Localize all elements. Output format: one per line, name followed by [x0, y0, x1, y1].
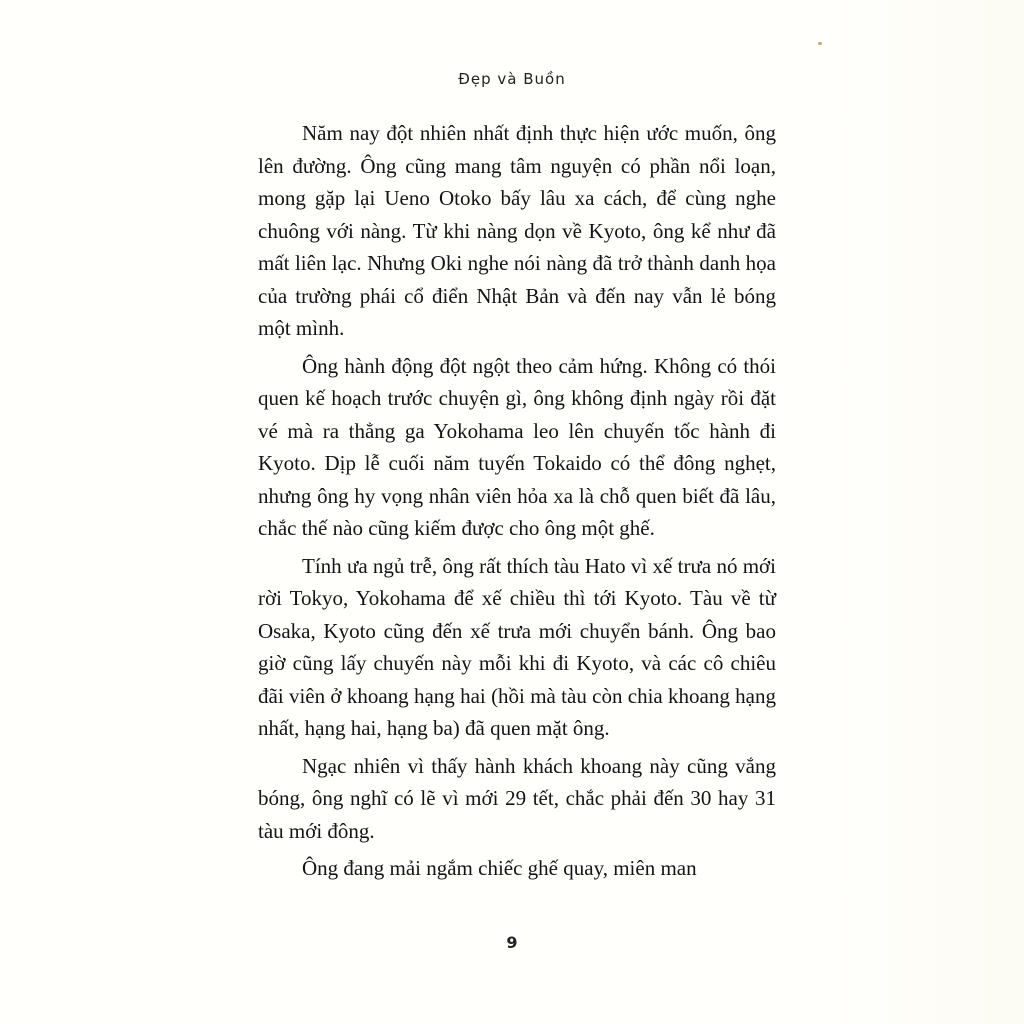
paragraph: Năm nay đột nhiên nhất định thực hiện ước muốn, ông lên đường. Ông cũng mang tâm nguyện có phần nổi loạn, mong gặp lại Ueno Otoko bấy lâu xa cách, để cùng nghe chuông với nàng. Từ khi nàng dọn về Kyoto, ông kể như đã mất liên lạc. Nhưng Oki nghe nói nàng đã trở thành danh họa của trường phái cổ điển Nhật Bản và đến nay vẫn lẻ bóng một mình.	[258, 121, 776, 340]
body-text	[258, 117, 776, 890]
paragraph: Ông đang mải ngắm chiếc ghế quay, miên man	[302, 856, 697, 880]
paragraph: Tính ưa ngủ trễ, ông rất thích tàu Hato vì xế trưa nó mới rời Tokyo, Yokohama để xế chiều thì tới Kyoto. Tàu về từ Osaka, Kyoto cũng đến xế trưa mới chuyển bánh. Ông bao giờ cũng lấy chuyến này mỗi khi đi Kyoto, và các cô chiêu đãi viên ở khoang hạng hai (hồi mà tàu còn chia khoang hạng nhất, hạng hai, hạng ba) đã quen mặt ông.	[258, 553, 776, 740]
paragraph: Ngạc nhiên vì thấy hành khách khoang này cũng vắng bóng, ông nghĩ có lẽ vì mới 29 tết, chắc phải đến 30 hay 31 tàu mới đông.	[258, 753, 776, 843]
ink-speck	[818, 42, 822, 45]
page-number: 9	[506, 933, 518, 952]
page-edge-shade	[824, 0, 1024, 1024]
paragraph: Ông hành động đột ngột theo cảm hứng. Không có thói quen kế hoạch trước chuyện gì, ông không định ngày rồi đặt vé mà ra thẳng ga Yokohama leo lên chuyến tốc hành đi Kyoto. Dịp lễ cuối năm tuyến Tokaido có thể đông nghẹt, nhưng ông hy vọng nhân viên hỏa xa là chỗ quen biết đã lâu, chắc thế nào cũng kiếm được cho ông một ghế.	[258, 353, 776, 540]
running-header: Đẹp và Buồn	[458, 70, 566, 88]
